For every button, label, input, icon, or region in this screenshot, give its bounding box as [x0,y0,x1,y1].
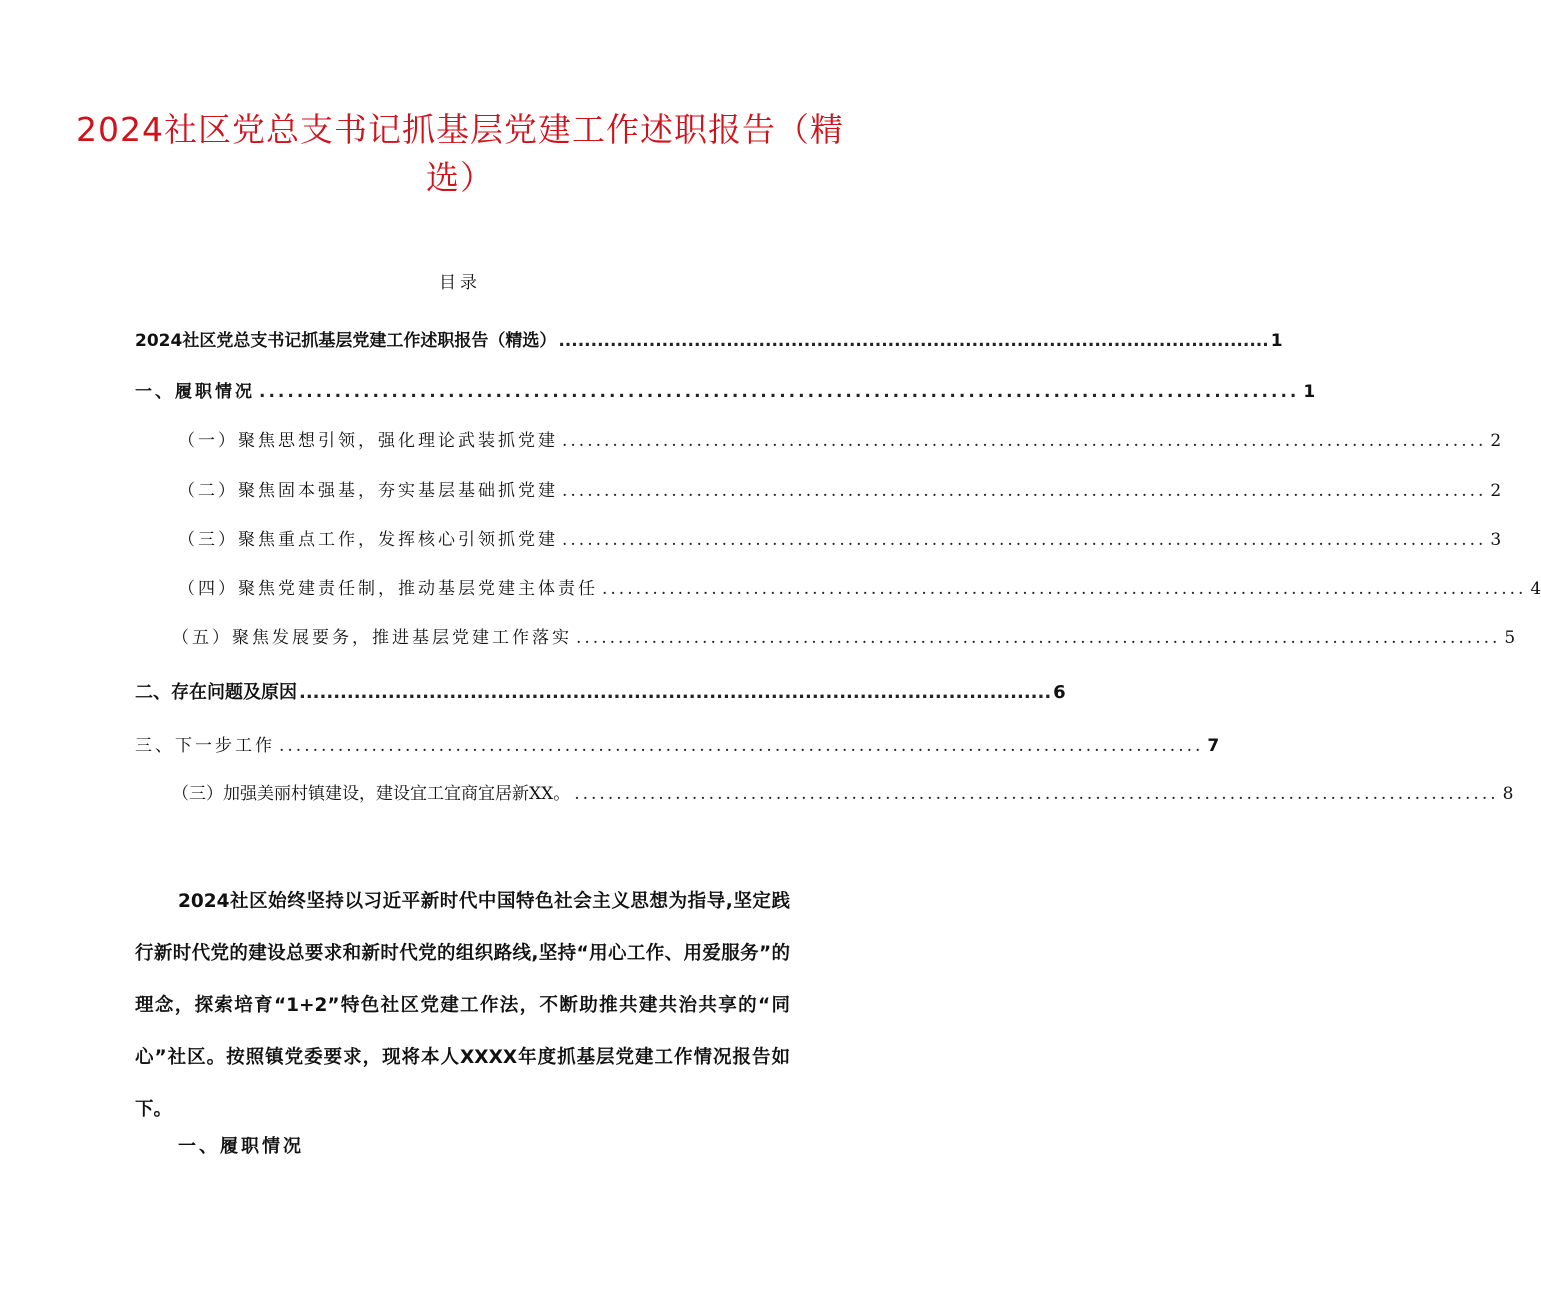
toc-entry-page: 1 [1270,331,1283,351]
toc-entry-page: 3 [1490,530,1502,550]
body-paragraph: 2024社区始终坚持以习近平新时代中国特色社会主义思想为指导,坚定践行新时代党的建设总要求和新时代党的组织路线,坚持“用心工作、用爱服务”的理念，探索培育“1+2”特色社区党建工作法，不断助推共建共治共享的“同心”社区。按照镇党委要求，现将本人XXXX年度抓基层党建工作情况报告如下。 [135,891,790,1120]
toc-entry-label: 三、下一步工作 [135,736,275,756]
toc-entry-label: （三）聚焦重点工作，发挥核心引领抓党建 [178,530,558,550]
toc-entry[interactable] [178,426,1502,451]
toc-leader-dots: .............................................................................................................. [602,579,1527,599]
toc-entry-label: （二）聚焦固本强基，夯实基层基础抓党建 [178,481,558,501]
toc-entry[interactable] [135,731,1220,756]
toc-entry[interactable] [178,476,1502,501]
toc-entry-page: 1 [1303,382,1316,402]
toc-entry[interactable] [172,623,1516,648]
toc-leader-dots: .............................................................................................................. [562,481,1487,501]
toc-entry-label: （五）聚焦发展要务，推进基层党建工作落实 [172,628,572,648]
toc-entry-label: （四）聚焦党建责任制，推动基层党建主体责任 [178,579,598,599]
toc-entry[interactable] [135,326,1283,351]
toc-leader-dots: .............................................................................................................. [574,784,1499,804]
toc-entry-label: （一）聚焦思想引领，强化理论武装抓党建 [178,431,558,451]
toc-entry-page: 5 [1504,628,1516,648]
toc-entry[interactable] [178,574,1541,599]
toc-leader-dots: .............................................................................................................. [259,382,1300,402]
toc-entry-page: 6 [1053,682,1066,703]
toc-leader-dots: .............................................................................................................. [576,628,1501,648]
toc-entry-page: 8 [1502,784,1514,804]
toc-entry[interactable] [135,377,1316,402]
toc-entry-page: 4 [1530,579,1541,599]
section-heading: 一、履职情况 [178,1136,304,1157]
toc-entry[interactable] [172,779,1514,804]
toc-entry-label: 一、履职情况 [135,382,255,402]
toc-entry-page: 7 [1207,736,1220,756]
toc-leader-dots: .............................................................................................................. [558,331,1269,351]
toc-entry-label: 2024社区党总支书记抓基层党建工作述职报告（精选） [135,331,557,351]
toc-entry-page: 2 [1490,431,1502,451]
toc-leader-dots: .............................................................................................................. [562,530,1487,550]
toc-entry-label: （三）加强美丽村镇建设，建设宜工宜商宜居新XX。 [172,784,571,804]
toc-leader-dots: .............................................................................................................. [299,682,1052,703]
toc-entry-label: 二、存在问题及原因 [135,682,297,703]
toc-leader-dots: .............................................................................................................. [562,431,1487,451]
toc-entry[interactable] [178,525,1502,550]
document-title: 2024社区党总支书记抓基层党建工作述职报告（精选） [76,110,844,197]
toc-entry-page: 2 [1490,481,1502,501]
toc-leader-dots: .............................................................................................................. [279,736,1204,756]
toc-heading: 目录 [439,273,481,293]
toc-entry[interactable] [135,678,1066,704]
